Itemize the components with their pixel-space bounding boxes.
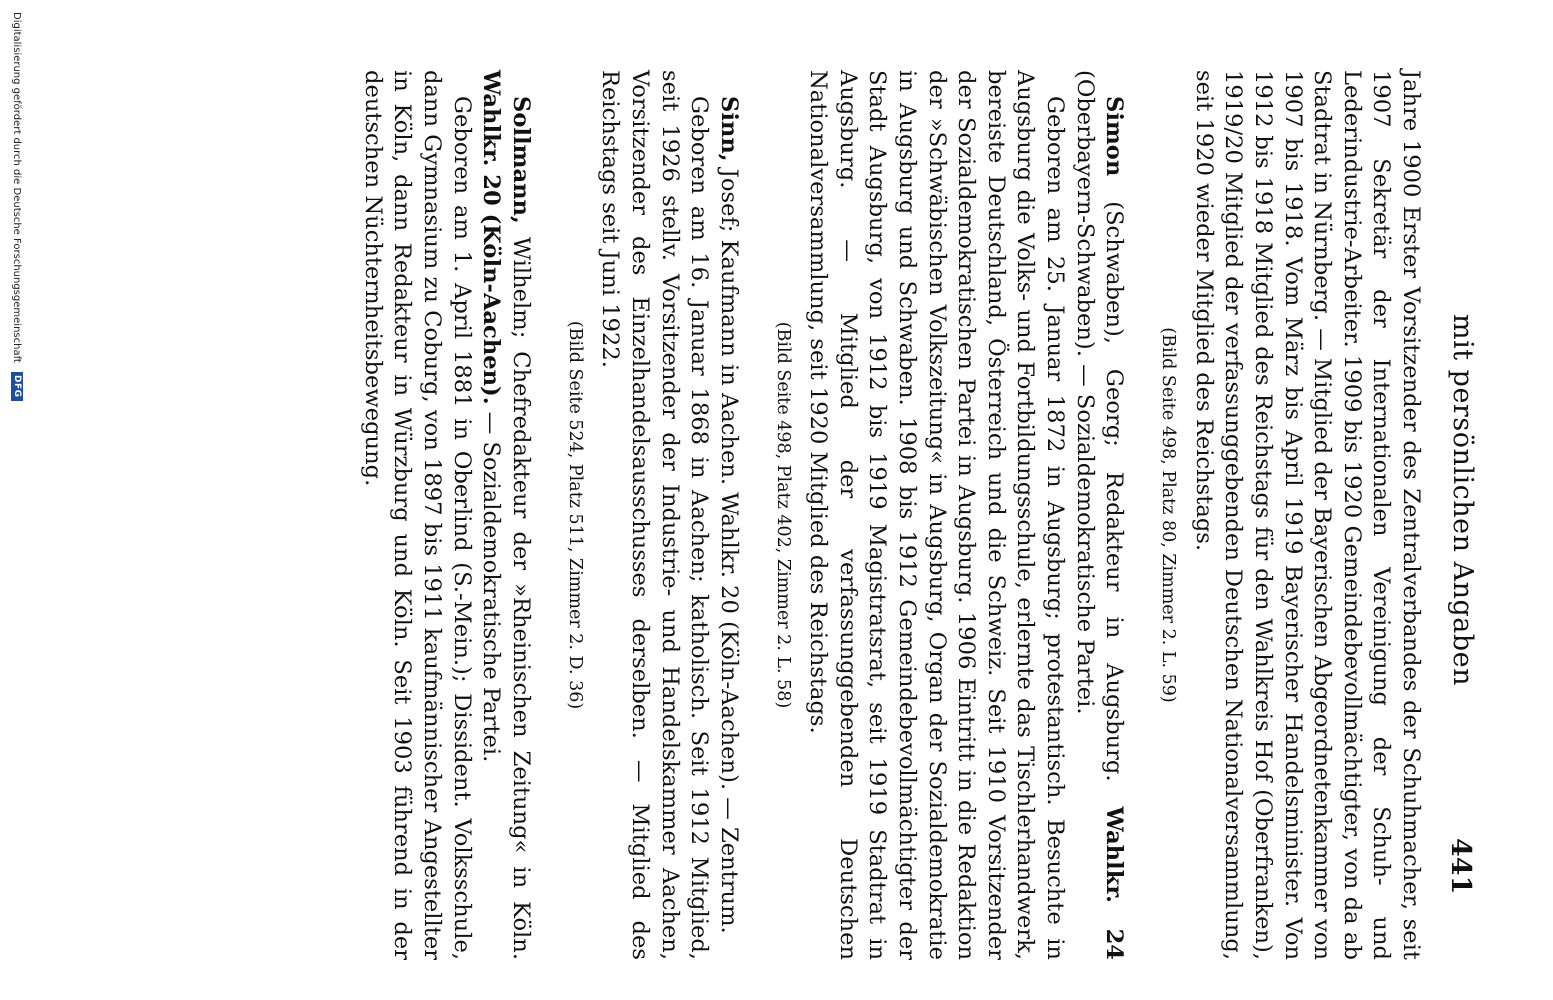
member-party: (Oberbayern-Schwaben). — Sozialdemokratische Partei. bbox=[1071, 70, 1098, 715]
member-name: Sollmann, bbox=[507, 96, 534, 224]
digitization-credit bbox=[11, 12, 23, 992]
entry-paragraph: Geboren am 25. Januar 1872 in Augsburg; protestantisch. Besuchte in Augsburg die Volks- und Fortbildungsschule, erlernte das Tischlerhandwerk, bereiste Deutschland, Österreich und die Schweiz. Seit 1910 Vorsitzender der Sozialdemokratischen Partei in Augsburg. 1906 Eintritt in die Redaktion der »Schwäbischen Volkszeitung« in Augsburg, Organ der Sozialdemokratie in Augsburg und Schwaben. 1908 bis 1912 Gemeindebevollmächtigter der Stadt Augsburg, von 1912 bis 1919 Magistratsrat, seit 1919 Stadtrat in Augsburg. — Mitglied der verfassunggebenden Deutschen Nationalversammlung, seit 1920 Mitglied des Reichstags. bbox=[805, 70, 1069, 960]
photo-reference: (Bild Seite 498, Platz 402, Zimmer 2. L. 58) bbox=[772, 321, 793, 709]
member-details: Wilhelm; Chefredakteur der »Rheinischen Zeitung« in Köln. bbox=[507, 236, 534, 961]
entry-paragraph: Geboren am 16. Januar 1868 in Aachen; katholisch. Seit 1912 Mitglied, seit 1926 stellv. Vorsitzender der Industrie- und Handelskammer Aachen, Vorsitzender des Einzelhandelsausschusses derselben. — Mitglied des Reichstags seit Juni 1922. bbox=[597, 70, 713, 960]
entry-heading bbox=[713, 70, 743, 960]
entry-sinn bbox=[563, 70, 743, 960]
page-number: 441 bbox=[1445, 838, 1476, 895]
entry-heading bbox=[1069, 70, 1128, 960]
entry-paragraph: Jahre 1900 Erster Vorsitzender des Zentralverbandes der Schuhmacher, seit 1907 Sekretär der Internationalen Vereinigung der Schuh- und Lederindustrie-Arbeiter. 1909 bis 1920 Gemeindebevollmächtigter, von da ab Stadtrat in Nürnberg. — Mitglied der Bayerischen Abgeordnetenkammer von 1907 bis 1918. Vom März bis April 1919 Bayerischer Handelsminister. Von 1912 bis 1918 Mitglied des Reichstags für den Wahlkreis Hof (Oberfranken), 1919/20 Mitglied der verfassunggebenden Deutschen Nationalversammlung, seit 1920 wieder Mitglied des Reichstags. bbox=[1190, 70, 1424, 960]
electoral-district: Wahlkr. 20 (Köln-Aachen). bbox=[478, 70, 505, 405]
member-name: Sinn, bbox=[715, 96, 742, 162]
photo-reference: (Bild Seite 524, Platz 511, Zimmer 2. D. 36) bbox=[564, 320, 585, 710]
entry-heading bbox=[476, 70, 535, 960]
member-details: (Schwaben), Georg; Redakteur in Augsburg. bbox=[1101, 201, 1128, 782]
entry-sollmann bbox=[357, 70, 535, 960]
member-details: Josef; Kaufmann in Aachen. Wahlkr. 20 (Köln-Aachen). — Zentrum. bbox=[715, 168, 742, 934]
running-head: mit persönlichen Angaben bbox=[1447, 314, 1478, 686]
credit-text: Digitalisierung gefördert durch die Deutsche Forschungsgemeinschaft bbox=[11, 12, 22, 363]
dfg-logo: DFG bbox=[11, 372, 23, 401]
photo-reference: (Bild Seite 498, Platz 80, Zimmer 2. L. 59) bbox=[1158, 327, 1179, 703]
electoral-district: Wahlkr. 24 bbox=[1101, 806, 1128, 961]
page-body bbox=[357, 70, 1425, 960]
member-name: Simon bbox=[1101, 96, 1128, 177]
entry-paragraph: Geboren am 1. April 1881 in Oberlind (S.-Mein.); Dissident. Volksschule, dann Gymnasium zu Coburg, von 1897 bis 1911 kaufmännischer Angestellter in Köln, dann Redakteur in Würzburg und Köln. Seit 1903 führend in der deutschen Nüchternheitsbewegung. bbox=[359, 70, 475, 960]
entry-continued bbox=[1156, 70, 1425, 960]
entry-simon bbox=[771, 70, 1129, 960]
member-party: — Sozialdemokratische Partei. bbox=[478, 411, 505, 763]
